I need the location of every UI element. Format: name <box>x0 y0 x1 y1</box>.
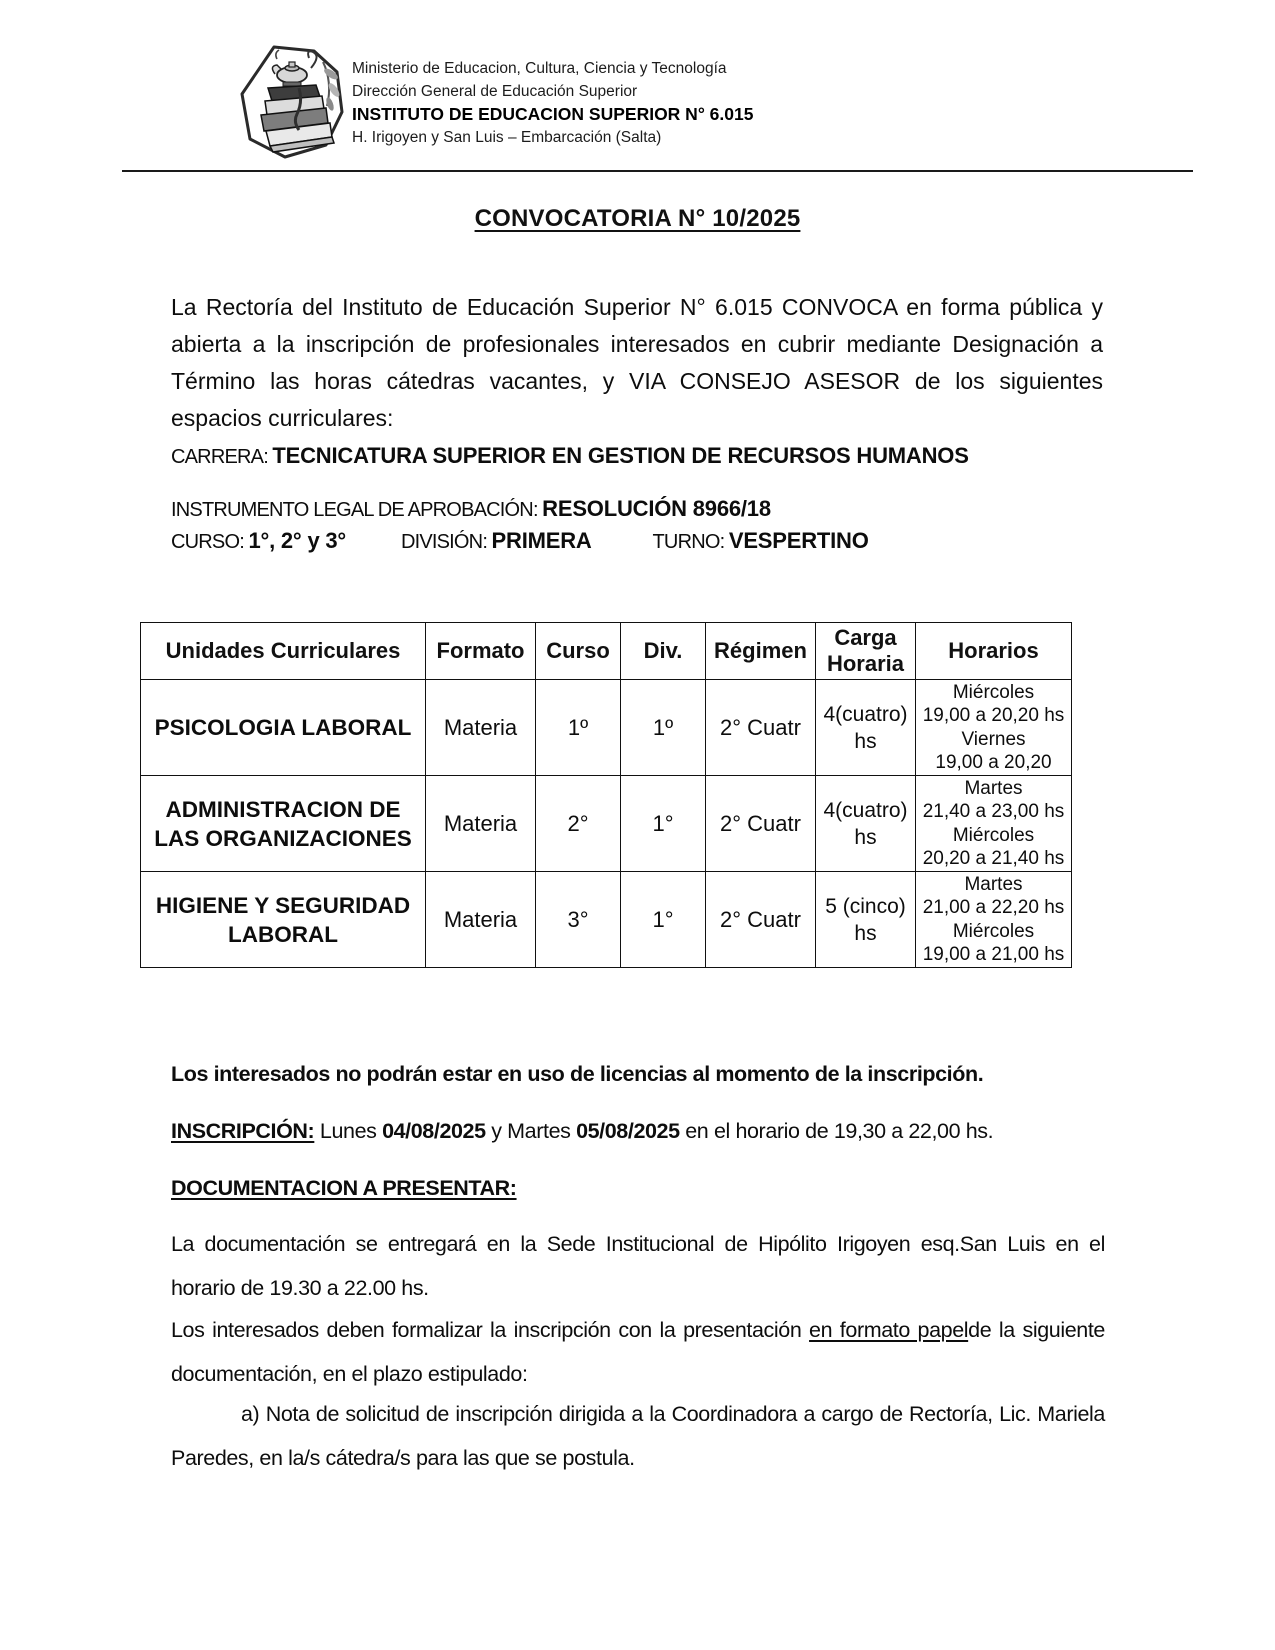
institute-line: INSTITUTO DE EDUCACION SUPERIOR N° 6.015 <box>352 104 754 124</box>
cell-div: 1° <box>621 776 706 872</box>
cell-curso: 1º <box>536 680 621 776</box>
inscripcion-text: en el horario de 19,30 a 22,00 hs. <box>685 1119 994 1143</box>
horario-line: 21,00 a 22,20 hs <box>922 897 1065 918</box>
cell-unidad: ADMINISTRACION DE LAS ORGANIZACIONES <box>141 776 426 872</box>
column-header-curso: Curso <box>536 623 621 680</box>
curso-label: CURSO: <box>171 531 244 553</box>
item-a-paragraph: a) Nota de solicitud de inscripción dirigida a la Coordinadora a cargo de Rectoría, Lic. Mariela Paredes, en la/s cátedra/s para las que se postula. <box>171 1402 1105 1470</box>
cell-div: 1° <box>621 872 706 968</box>
cell-div: 1º <box>621 680 706 776</box>
carrera-line <box>171 443 969 469</box>
column-header-formato: Formato <box>426 623 536 680</box>
formato-papel-underlined: en formato papel <box>809 1318 969 1342</box>
horario-line: Miércoles <box>952 824 1035 846</box>
division-value: PRIMERA <box>491 528 592 553</box>
curso-division-turno-line <box>171 528 869 554</box>
inscripcion-date-1: 04/08/2025 <box>382 1119 486 1143</box>
cell-curso: 2° <box>536 776 621 872</box>
sede-paragraph: La documentación se entregará en la Sede Institucional de Hipólito Irigoyen esq.San Luis en el horario de 19.30 a 22.00 hs. <box>171 1232 1105 1300</box>
licencias-note: Los interesados no podrán estar en uso de licencias al momento de la inscripción. <box>171 1062 984 1086</box>
inscripcion-label: INSCRIPCIÓN: <box>171 1119 315 1143</box>
direction-line: Dirección General de Educación Superior <box>352 83 638 100</box>
header-divider <box>122 170 1193 172</box>
presentacion-text: Los interesados deben formalizar la inscripción con la presentación <box>171 1318 810 1342</box>
horario-line: 19,00 a 21,00 hs <box>922 944 1065 965</box>
stacked-books-oil-lamp-icon <box>237 44 347 160</box>
cell-carga: 5 (cinco) hs <box>816 872 916 968</box>
carrera-value: TECNICATURA SUPERIOR EN GESTION DE RECURSOS HUMANOS <box>272 443 969 468</box>
inscripcion-text: Lunes <box>319 1119 383 1143</box>
cell-unidad: PSICOLOGIA LABORAL <box>141 680 426 776</box>
horario-line: Martes <box>964 777 1023 799</box>
column-header-unidades: Unidades Curriculares <box>141 623 426 680</box>
cell-carga: 4(cuatro) hs <box>816 776 916 872</box>
documentacion-heading: DOCUMENTACION A PRESENTAR: <box>171 1176 517 1200</box>
carrera-label: CARRERA: <box>171 446 268 468</box>
cell-regimen: 2° Cuatr <box>706 680 816 776</box>
instrumento-label: INSTRUMENTO LEGAL DE APROBACIÓN: <box>171 499 538 521</box>
document-title-text: CONVOCATORIA N° 10/2025 <box>474 205 801 232</box>
horario-line: 19,00 a 20,20 hs <box>922 705 1065 726</box>
presentacion-text: de la siguiente documentación, en el plazo estipulado: <box>171 1318 1105 1386</box>
cell-formato: Materia <box>426 776 536 872</box>
inscripcion-text: y Martes <box>491 1119 577 1143</box>
cell-unidad: HIGIENE Y SEGURIDAD LABORAL <box>141 872 426 968</box>
intro-paragraph: La Rectoría del Instituto de Educación Superior N° 6.015 CONVOCA en forma pública y abierta a la inscripción de profesionales interesados en cubrir mediante Designación a Término las horas cátedras vacantes, y VIA CONSEJO ASESOR de los siguientes espacios curriculares: <box>171 294 1103 431</box>
address-line: H. Irigoyen y San Luis – Embarcación (Salta) <box>352 129 662 146</box>
column-header-div: Div. <box>621 623 706 680</box>
cell-horarios <box>916 872 1072 968</box>
courses-table <box>140 622 1072 968</box>
inscripcion-line <box>171 1119 993 1144</box>
cell-formato: Materia <box>426 872 536 968</box>
table-header-row <box>141 623 1072 680</box>
turno-value: VESPERTINO <box>728 528 869 553</box>
column-header-carga-horaria: Carga Horaria <box>816 623 916 680</box>
horario-line: Miércoles <box>952 681 1035 703</box>
curso-value: 1°, 2° y 3° <box>248 528 347 553</box>
turno-label: TURNO: <box>652 531 725 553</box>
cell-curso: 3° <box>536 872 621 968</box>
institute-logo-icon <box>237 44 347 160</box>
table-row <box>141 776 1072 872</box>
cell-regimen: 2° Cuatr <box>706 776 816 872</box>
horario-line: 21,40 a 23,00 hs <box>922 801 1065 822</box>
table-row <box>141 680 1072 776</box>
document-title <box>0 205 1275 233</box>
cell-regimen: 2° Cuatr <box>706 872 816 968</box>
horario-line: 20,20 a 21,40 hs <box>922 848 1065 869</box>
presentacion-paragraph <box>171 1308 1105 1396</box>
horario-line: 19,00 a 20,20 <box>935 752 1052 773</box>
instrumento-value: RESOLUCIÓN 8966/18 <box>542 496 771 521</box>
cell-horarios <box>916 680 1072 776</box>
inscripcion-date-2: 05/08/2025 <box>576 1119 680 1143</box>
horario-line: Viernes <box>961 728 1026 750</box>
ministry-line: Ministerio de Educacion, Cultura, Ciencia y Tecnología <box>352 60 727 77</box>
division-label: DIVISIÓN: <box>400 531 488 553</box>
cell-horarios <box>916 776 1072 872</box>
letterhead-text <box>352 57 753 149</box>
horario-line: Martes <box>964 873 1023 895</box>
cell-formato: Materia <box>426 680 536 776</box>
table-row <box>141 872 1072 968</box>
horario-line: Miércoles <box>952 920 1035 942</box>
column-header-horarios: Horarios <box>916 623 1072 680</box>
cell-carga: 4(cuatro) hs <box>816 680 916 776</box>
instrumento-line <box>171 496 771 522</box>
column-header-regimen: Régimen <box>706 623 816 680</box>
